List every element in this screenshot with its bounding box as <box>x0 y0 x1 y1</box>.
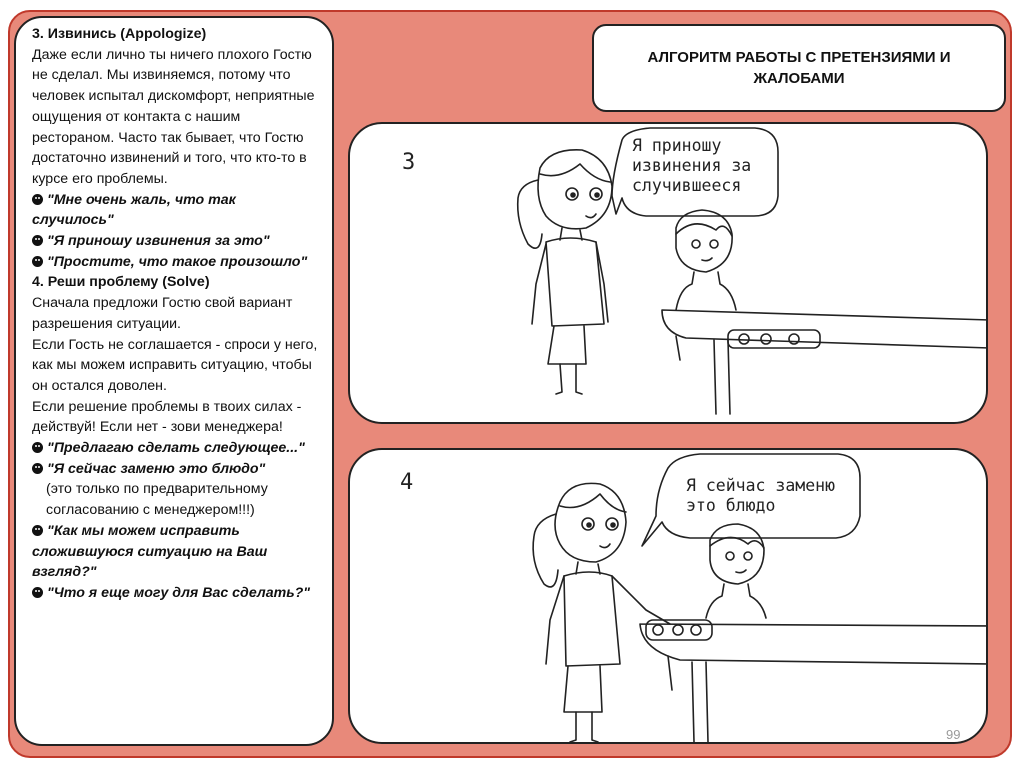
smiley-icon <box>32 463 43 474</box>
waitress-figure <box>518 150 612 394</box>
comic-panel-4 <box>348 448 988 744</box>
slide-title-text: АЛГОРИТМ РАБОТЫ С ПРЕТЕНЗИЯМИ И ЖАЛОБАМИ <box>647 49 951 87</box>
step3-phrase-1: "Мне очень жаль, что так случилось" <box>32 191 236 229</box>
table <box>662 310 988 414</box>
step4-body-1: Сначала предложи Гостю свой вариант разрешения ситуации. <box>32 295 293 332</box>
step3-body: Даже если лично ты ничего плохого Гостю не сделал. Мы извиняемся, потому что человек испытал дискомфорт, неприятные ощущения от контакта с нашим рестораном. Часто так бывает, что Гостю достаточно извинений и того, что кто-то в курсе его проблемы. <box>32 46 315 187</box>
step4-phrase-2: "Я сейчас заменю это блюдо" <box>32 459 320 480</box>
slide-title <box>592 24 1006 112</box>
bubble-text-3: Я приношу извинения за случившееся <box>632 136 752 195</box>
waitress-figure <box>533 483 670 742</box>
guest-figure <box>676 210 736 310</box>
page-number: 99 <box>946 727 961 742</box>
smiley-icon <box>32 587 43 598</box>
step4-phrase-3: "Как мы можем исправить сложившуюся ситуацию на Ваш взгляд?" <box>32 522 268 581</box>
step4-body-3: Если решение проблемы в твоих силах - действуй! Если нет - зови менеджера! <box>32 398 302 436</box>
instructions-textbox <box>14 16 334 746</box>
smiley-icon <box>32 194 43 205</box>
smiley-icon <box>32 235 43 246</box>
smiley-icon <box>32 256 43 267</box>
smiley-icon <box>32 525 43 536</box>
comic-panel-3 <box>348 122 988 424</box>
smiley-icon <box>32 442 43 453</box>
step3-heading: 3. Извинись (Appologize) <box>32 26 207 42</box>
panel-4-drawing <box>350 450 988 744</box>
table <box>640 620 988 742</box>
step4-note: (это только по предварительному согласованию с менеджером!!!) <box>46 481 268 519</box>
panel-number-4: 4 <box>400 470 414 495</box>
step3-phrase-2: "Я приношу извинения за это" <box>32 231 320 252</box>
step4-body-2: Если Гость не соглашается - спроси у него, как мы можем исправить ситуацию, чтобы он остался доволен. <box>32 336 318 394</box>
step4-phrase-1: "Предлагаю сделать следующее..." <box>32 438 320 459</box>
bubble-text-4: Я сейчас заменю это блюдо <box>686 476 836 515</box>
step4-phrase-4: "Что я еще могу для Вас сделать?" <box>32 583 320 604</box>
step4-heading: 4. Реши проблему (Solve) <box>32 274 210 291</box>
step3-phrase-3: "Простите, что такое произошло" <box>32 252 320 273</box>
panel-number-3: 3 <box>402 150 416 175</box>
